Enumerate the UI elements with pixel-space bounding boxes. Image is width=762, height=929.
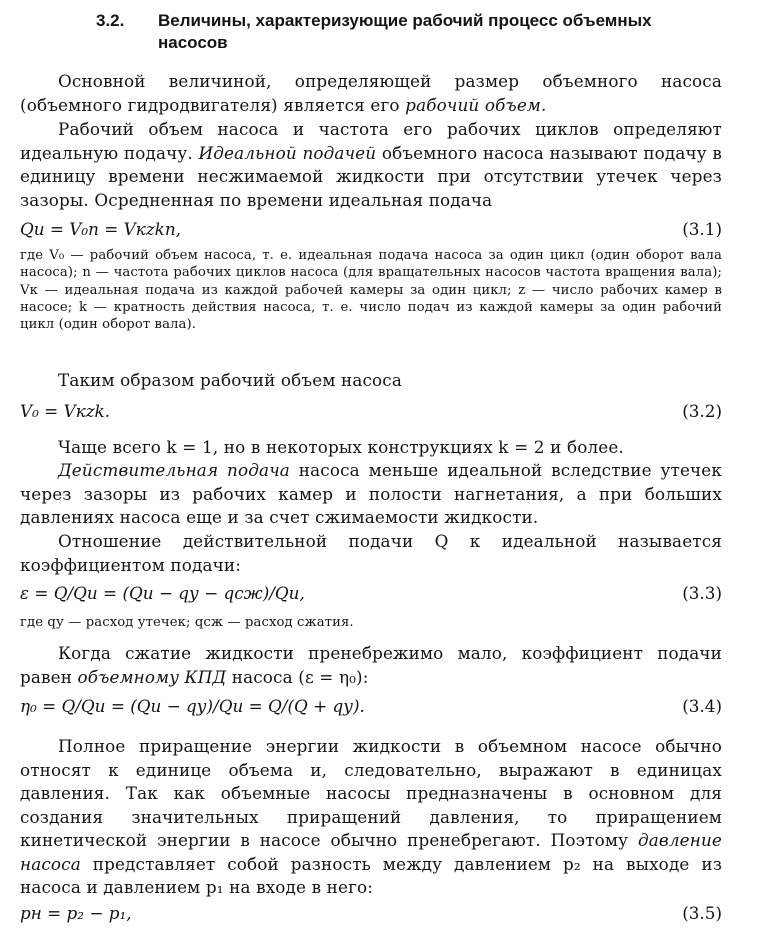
paragraph-multiplicity: Чаще всего k = 1, но в некоторых конструкциях k = 2 и более.: [58, 437, 624, 457]
paragraph-actual-flow: [20, 459, 722, 530]
paragraph-flow-coefficient: Отношение действительной подачи Q к идеальной называется коэффициентом подачи:: [20, 531, 722, 575]
equation-formula: V₀ = Vкzk.: [20, 401, 111, 421]
equation-number: (3.2): [682, 401, 722, 421]
equation-formula: pн = p₂ − p₁,: [20, 903, 132, 923]
paragraph-text: Рабочий объем насоса и частота его рабочих циклов определяют идеальную подачу.: [20, 119, 722, 163]
paragraph-thus: Таким образом рабочий объем насоса: [58, 370, 403, 390]
paragraph-text: Полное приращение энергии жидкости в объемном насосе обычно относят к единице объема и, следовательно, выражают в единицах давления. Так как объемные насосы предназначены в основном для создания значительных приращений давления, то приращением кинетической энергии в насосе обычно пренебрегают. Поэтому: [20, 736, 722, 850]
paragraph-volumetric-efficiency: [20, 642, 722, 689]
paragraph-pump-pressure: [20, 735, 722, 900]
equation-3-3: [20, 582, 722, 605]
paragraph-text: Когда сжатие жидкости пренебрежимо мало, коэффициент подачи равен: [20, 643, 722, 687]
paragraph-ideal-flow: [20, 118, 722, 212]
term-actual-flow: Действительная подача: [58, 460, 290, 480]
where-clause-3-1: где V₀ — рабочий объем насоса, т. е. идеальная подача насоса за один цикл (один оборот вала насоса); n — частота рабочих циклов насоса (для вращательных насосов частота вращения вала); Vк — идеальная подача из каждой рабочей камеры за один цикл; z — число рабочих камер в насосе; k — кратность действия насоса, т. е. число подач из каждой камеры за один рабочий цикл (один оборот вала).: [20, 248, 722, 333]
equation-number: (3.1): [682, 219, 722, 239]
equation-3-5: [20, 902, 722, 925]
term-volumetric-efficiency: объемному КПД: [77, 666, 227, 687]
equation-3-4: [20, 695, 722, 718]
equation-formula: η₀ = Q/Qи = (Qи − qу)/Qи = Q/(Q + qу).: [20, 696, 365, 716]
equation-formula: Qи = V₀n = Vкzkn,: [20, 219, 181, 239]
section-title: Величины, характеризующие рабочий процесс объемных насосов: [158, 11, 652, 52]
paragraph-working-volume: [20, 70, 722, 117]
paragraph-text: насоса меньше идеальной вследствие утечек через зазоры из рабочих камер и полости нагнетания, а при больших давлениях насоса еще и за счет сжимаемости жидкости.: [20, 460, 722, 527]
paragraph-text: объемного насоса называют подачу в единицу времени несжимаемой жидкости при отсутствии утечек через зазоры. Осредненная по времени идеальная подача: [20, 142, 723, 210]
section-number: 3.2.: [96, 11, 125, 30]
equation-formula: ε = Q/Qи = (Qи − qу − qсж)/Qи,: [20, 583, 305, 603]
where-clause-3-3: где qу — расход утечек; qсж — расход сжатия.: [20, 615, 354, 630]
term-working-volume: рабочий объем.: [405, 94, 547, 115]
equation-number: (3.3): [682, 583, 722, 603]
paragraph-text: насоса (ε = η₀):: [231, 666, 369, 687]
equation-3-2: [20, 400, 722, 423]
paragraph-text: Основной величиной, определяющей размер объемного насоса (объемного гидродвигателя) является его: [20, 71, 722, 115]
term-ideal-flow: Идеальной подачей: [198, 142, 377, 163]
equation-number: (3.4): [682, 696, 722, 716]
equation-3-1: [20, 218, 722, 241]
paragraph-text: представляет собой разность между давлением p₂ на выходе из насоса и давлением p₁ на входе в него:: [20, 853, 723, 897]
equation-number: (3.5): [682, 903, 722, 923]
term-pump-pressure: давление насоса: [20, 830, 722, 874]
